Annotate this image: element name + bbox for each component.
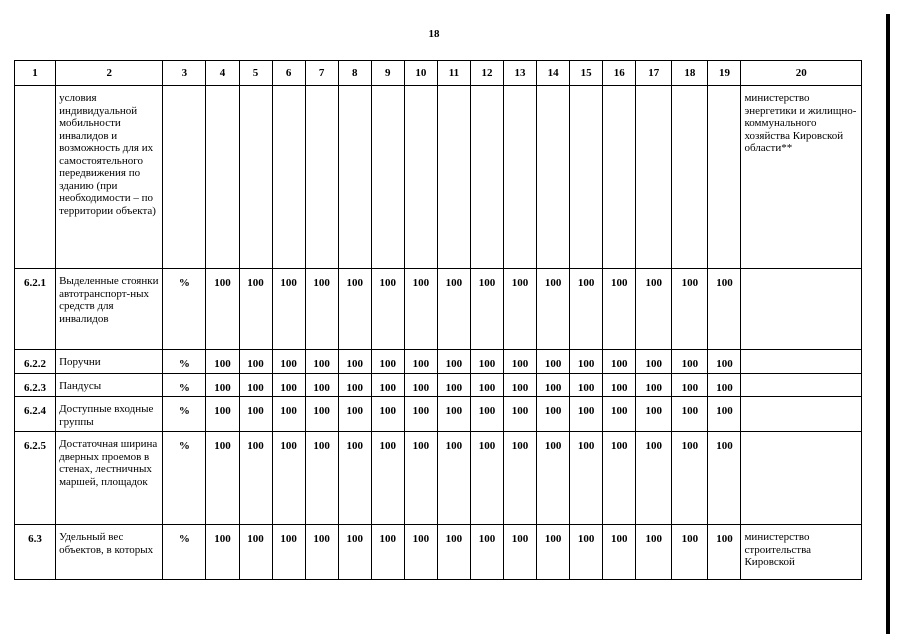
value-cell: 100: [708, 397, 741, 432]
row-responsible: министерство энергетики и жилищно-коммунального хозяйства Кировской области**: [741, 86, 862, 269]
header-cell: 20: [741, 61, 862, 86]
table-row: [15, 86, 862, 269]
value-cell: 100: [603, 525, 636, 580]
value-cell: 100: [570, 350, 603, 374]
value-cell: 100: [239, 373, 272, 397]
row-name: Выделенные стоянки автотранспорт-ных средств для инвалидов: [56, 269, 163, 350]
value-cell: 100: [206, 525, 239, 580]
row-name: Пандусы: [56, 373, 163, 397]
value-cell: 100: [537, 397, 570, 432]
value-cell: [272, 86, 305, 269]
header-cell: 18: [672, 61, 708, 86]
value-cell: 100: [404, 525, 437, 580]
value-cell: 100: [371, 350, 404, 374]
row-unit: %: [163, 432, 206, 525]
value-cell: 100: [338, 269, 371, 350]
header-cell: 9: [371, 61, 404, 86]
page-number: 18: [428, 28, 440, 40]
value-cell: 100: [504, 397, 537, 432]
value-cell: [338, 86, 371, 269]
value-cell: 100: [603, 397, 636, 432]
value-cell: 100: [272, 350, 305, 374]
row-code: 6.2.2: [15, 350, 56, 374]
value-cell: 100: [708, 350, 741, 374]
row-responsible: министерство строительства Кировской: [741, 525, 862, 580]
row-name: Удельный вес объектов, в которых: [56, 525, 163, 580]
value-cell: [636, 86, 672, 269]
value-cell: 100: [636, 350, 672, 374]
table-row: [15, 269, 862, 350]
value-cell: 100: [470, 350, 503, 374]
value-cell: 100: [708, 432, 741, 525]
value-cell: 100: [437, 269, 470, 350]
indicator-table: [14, 60, 862, 580]
value-cell: 100: [636, 397, 672, 432]
value-cell: 100: [437, 525, 470, 580]
value-cell: 100: [404, 432, 437, 525]
value-cell: [504, 86, 537, 269]
value-cell: 100: [338, 350, 371, 374]
row-responsible: [741, 373, 862, 397]
row-responsible: [741, 397, 862, 432]
value-cell: 100: [672, 397, 708, 432]
value-cell: 100: [470, 269, 503, 350]
value-cell: 100: [239, 269, 272, 350]
value-cell: 100: [305, 397, 338, 432]
header-cell: 12: [470, 61, 503, 86]
value-cell: [305, 86, 338, 269]
table-row: [15, 525, 862, 580]
value-cell: 100: [708, 525, 741, 580]
page-edge-bar: [886, 14, 890, 634]
table-row: [15, 432, 862, 525]
value-cell: 100: [239, 350, 272, 374]
value-cell: 100: [437, 373, 470, 397]
table-row: [15, 350, 862, 374]
header-row: [15, 61, 862, 86]
row-unit: %: [163, 397, 206, 432]
row-unit: %: [163, 373, 206, 397]
value-cell: 100: [504, 525, 537, 580]
value-cell: 100: [404, 397, 437, 432]
value-cell: 100: [305, 269, 338, 350]
value-cell: 100: [603, 350, 636, 374]
header-cell: 19: [708, 61, 741, 86]
value-cell: [537, 86, 570, 269]
value-cell: [603, 86, 636, 269]
value-cell: 100: [239, 397, 272, 432]
row-code: 6.2.4: [15, 397, 56, 432]
value-cell: 100: [603, 269, 636, 350]
value-cell: 100: [338, 373, 371, 397]
header-cell: 14: [537, 61, 570, 86]
value-cell: 100: [305, 432, 338, 525]
value-cell: 100: [437, 397, 470, 432]
header-cell: 7: [305, 61, 338, 86]
header-cell: 8: [338, 61, 371, 86]
value-cell: 100: [206, 350, 239, 374]
header-cell: 11: [437, 61, 470, 86]
row-name: условия индивидуальной мобильности инвалидов и возможность для их самостоятельного передвижения по зданию (при необходимости – по территории объекта): [56, 86, 163, 269]
value-cell: 100: [371, 432, 404, 525]
value-cell: 100: [437, 432, 470, 525]
value-cell: 100: [272, 525, 305, 580]
value-cell: 100: [305, 525, 338, 580]
value-cell: 100: [570, 269, 603, 350]
header-cell: 3: [163, 61, 206, 86]
value-cell: 100: [338, 525, 371, 580]
row-responsible: [741, 269, 862, 350]
value-cell: 100: [672, 269, 708, 350]
header-cell: 2: [56, 61, 163, 86]
value-cell: 100: [636, 269, 672, 350]
value-cell: 100: [371, 397, 404, 432]
value-cell: 100: [239, 432, 272, 525]
value-cell: 100: [338, 432, 371, 525]
value-cell: [371, 86, 404, 269]
header-cell: 16: [603, 61, 636, 86]
value-cell: 100: [470, 373, 503, 397]
value-cell: 100: [371, 373, 404, 397]
header-cell: 5: [239, 61, 272, 86]
value-cell: 100: [305, 350, 338, 374]
value-cell: 100: [272, 373, 305, 397]
value-cell: 100: [537, 269, 570, 350]
row-responsible: [741, 350, 862, 374]
header-cell: 10: [404, 61, 437, 86]
table-row: [15, 373, 862, 397]
value-cell: 100: [371, 269, 404, 350]
value-cell: [470, 86, 503, 269]
value-cell: 100: [206, 432, 239, 525]
value-cell: 100: [570, 525, 603, 580]
value-cell: 100: [470, 525, 503, 580]
row-name: Доступные входные группы: [56, 397, 163, 432]
value-cell: 100: [504, 269, 537, 350]
value-cell: [437, 86, 470, 269]
value-cell: 100: [206, 373, 239, 397]
row-unit: %: [163, 269, 206, 350]
value-cell: 100: [672, 525, 708, 580]
value-cell: 100: [504, 432, 537, 525]
value-cell: 100: [371, 525, 404, 580]
row-name: Поручни: [56, 350, 163, 374]
header-cell: 15: [570, 61, 603, 86]
value-cell: 100: [404, 269, 437, 350]
value-cell: 100: [504, 373, 537, 397]
value-cell: 100: [570, 397, 603, 432]
value-cell: 100: [672, 432, 708, 525]
value-cell: [206, 86, 239, 269]
header-cell: 13: [504, 61, 537, 86]
value-cell: 100: [537, 350, 570, 374]
row-unit: [163, 86, 206, 269]
value-cell: [672, 86, 708, 269]
value-cell: 100: [636, 373, 672, 397]
value-cell: 100: [570, 432, 603, 525]
table-row: [15, 397, 862, 432]
row-name: Достаточная ширина дверных проемов в стенах, лестничных маршей, площадок: [56, 432, 163, 525]
row-unit: %: [163, 525, 206, 580]
value-cell: 100: [206, 269, 239, 350]
value-cell: 100: [708, 269, 741, 350]
value-cell: 100: [437, 350, 470, 374]
header-cell: 6: [272, 61, 305, 86]
value-cell: [404, 86, 437, 269]
value-cell: [570, 86, 603, 269]
value-cell: 100: [206, 397, 239, 432]
value-cell: [708, 86, 741, 269]
value-cell: 100: [404, 373, 437, 397]
value-cell: 100: [603, 373, 636, 397]
row-code: 6.2.3: [15, 373, 56, 397]
value-cell: 100: [272, 397, 305, 432]
row-unit: %: [163, 350, 206, 374]
row-code: [15, 86, 56, 269]
row-responsible: [741, 432, 862, 525]
row-code: 6.3: [15, 525, 56, 580]
value-cell: 100: [708, 373, 741, 397]
value-cell: 100: [338, 397, 371, 432]
value-cell: 100: [404, 350, 437, 374]
value-cell: 100: [504, 350, 537, 374]
value-cell: 100: [470, 432, 503, 525]
value-cell: 100: [470, 397, 503, 432]
value-cell: 100: [537, 373, 570, 397]
header-cell: 17: [636, 61, 672, 86]
value-cell: 100: [636, 432, 672, 525]
header-cell: 4: [206, 61, 239, 86]
value-cell: 100: [272, 432, 305, 525]
value-cell: 100: [672, 350, 708, 374]
value-cell: 100: [537, 525, 570, 580]
value-cell: 100: [272, 269, 305, 350]
value-cell: 100: [603, 432, 636, 525]
value-cell: 100: [305, 373, 338, 397]
value-cell: 100: [570, 373, 603, 397]
value-cell: 100: [537, 432, 570, 525]
header-cell: 1: [15, 61, 56, 86]
value-cell: [239, 86, 272, 269]
row-code: 6.2.1: [15, 269, 56, 350]
row-code: 6.2.5: [15, 432, 56, 525]
value-cell: 100: [239, 525, 272, 580]
value-cell: 100: [672, 373, 708, 397]
value-cell: 100: [636, 525, 672, 580]
